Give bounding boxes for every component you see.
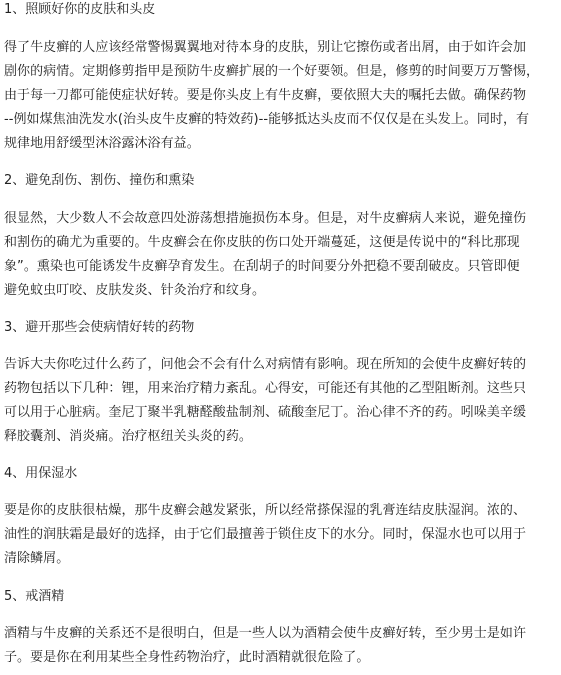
body-line: 子。要是你在利用某些全身性药物治疗，此时酒精就很危险了。 xyxy=(4,650,370,665)
body-line: 很显然，大少数人不会故意四处游荡想措施损伤本身。但是，对牛皮癣病人来说，避免撞伤 xyxy=(4,211,527,226)
body-line: 释胶囊剂、消炎痛。治疗枢纽关头炎的药。 xyxy=(4,429,252,444)
section-body-1 xyxy=(4,36,557,156)
body-line: 要是你的皮肤很枯燥，那牛皮癣会越发紧张，所以经常搽保湿的乳膏连结皮肤湿润。浓的、 xyxy=(4,503,527,518)
body-line: 得了牛皮癣的人应该经常警惕翼翼地对待本身的皮肤，别让它擦伤或者出屑，由于如许会加 xyxy=(4,40,527,55)
body-line: 药物包括以下几种：锂，用来治疗精力紊乱。心得安，可能还有其他的乙型阻断剂。这些只 xyxy=(4,381,527,396)
section-heading-1: 1、照顾好你的皮肤和头皮 xyxy=(4,2,156,17)
body-line: 剧你的病情。定期修剪指甲是预防牛皮癣扩展的一个好要领。但是，修剪的时间要万万警惕， xyxy=(4,64,540,79)
body-line: --例如煤焦油洗发水(治头皮牛皮癣的特效药)--能够抵达头皮而不仅仅是在头发上。同时，有 xyxy=(4,112,530,127)
section-heading-3: 3、避开那些会使病情好转的药物 xyxy=(4,320,195,335)
body-line: 由于每一刀都可能使症状好转。要是你头皮上有牛皮癣，要依照大夫的嘱托去做。确保药物 xyxy=(4,88,527,103)
section-heading-5: 5、戒酒精 xyxy=(4,589,65,604)
section-body-3 xyxy=(4,353,557,449)
body-line: 酒精与牛皮癣的关系还不是很明白，但是一些人以为酒精会使牛皮癣好转，至少男士是如许 xyxy=(4,626,527,641)
body-line: 告诉大夫你吃过什么药了，问他会不会有什么对病情有影响。现在所知的会使牛皮癣好转的 xyxy=(4,357,527,372)
body-line: 和割伤的确尤为重要的。牛皮癣会在你皮肤的伤口处开端蔓延，这便是传说中的“科比那现 xyxy=(4,235,520,250)
body-line: 可以用于心脏病。奎尼丁聚半乳糖醛酸盐制剂、硫酸奎尼丁。治心律不齐的药。吲哚美辛缓 xyxy=(4,405,527,420)
section-heading-4: 4、用保湿水 xyxy=(4,466,78,481)
body-line: 油性的润肤霜是最好的选择，由于它们最擅善于锁住皮下的水分。同时，保湿水也可以用于 xyxy=(4,527,527,542)
section-body-2 xyxy=(4,207,557,303)
body-line: 避免蚊虫叮咬、皮肤发炎、针灸治疗和纹身。 xyxy=(4,283,266,298)
body-line: 象”。熏染也可能诱发牛皮癣孕育发生。在刮胡子的时间要分外把稳不要刮破皮。只管即便 xyxy=(4,259,520,274)
section-body-5 xyxy=(4,622,557,670)
section-heading-2: 2、避免刮伤、割伤、撞伤和熏染 xyxy=(4,173,195,188)
body-line: 清除鳞屑。 xyxy=(4,551,70,566)
section-body-4 xyxy=(4,499,557,571)
body-line: 规律地用舒缓型沐浴露沐浴有益。 xyxy=(4,136,200,151)
